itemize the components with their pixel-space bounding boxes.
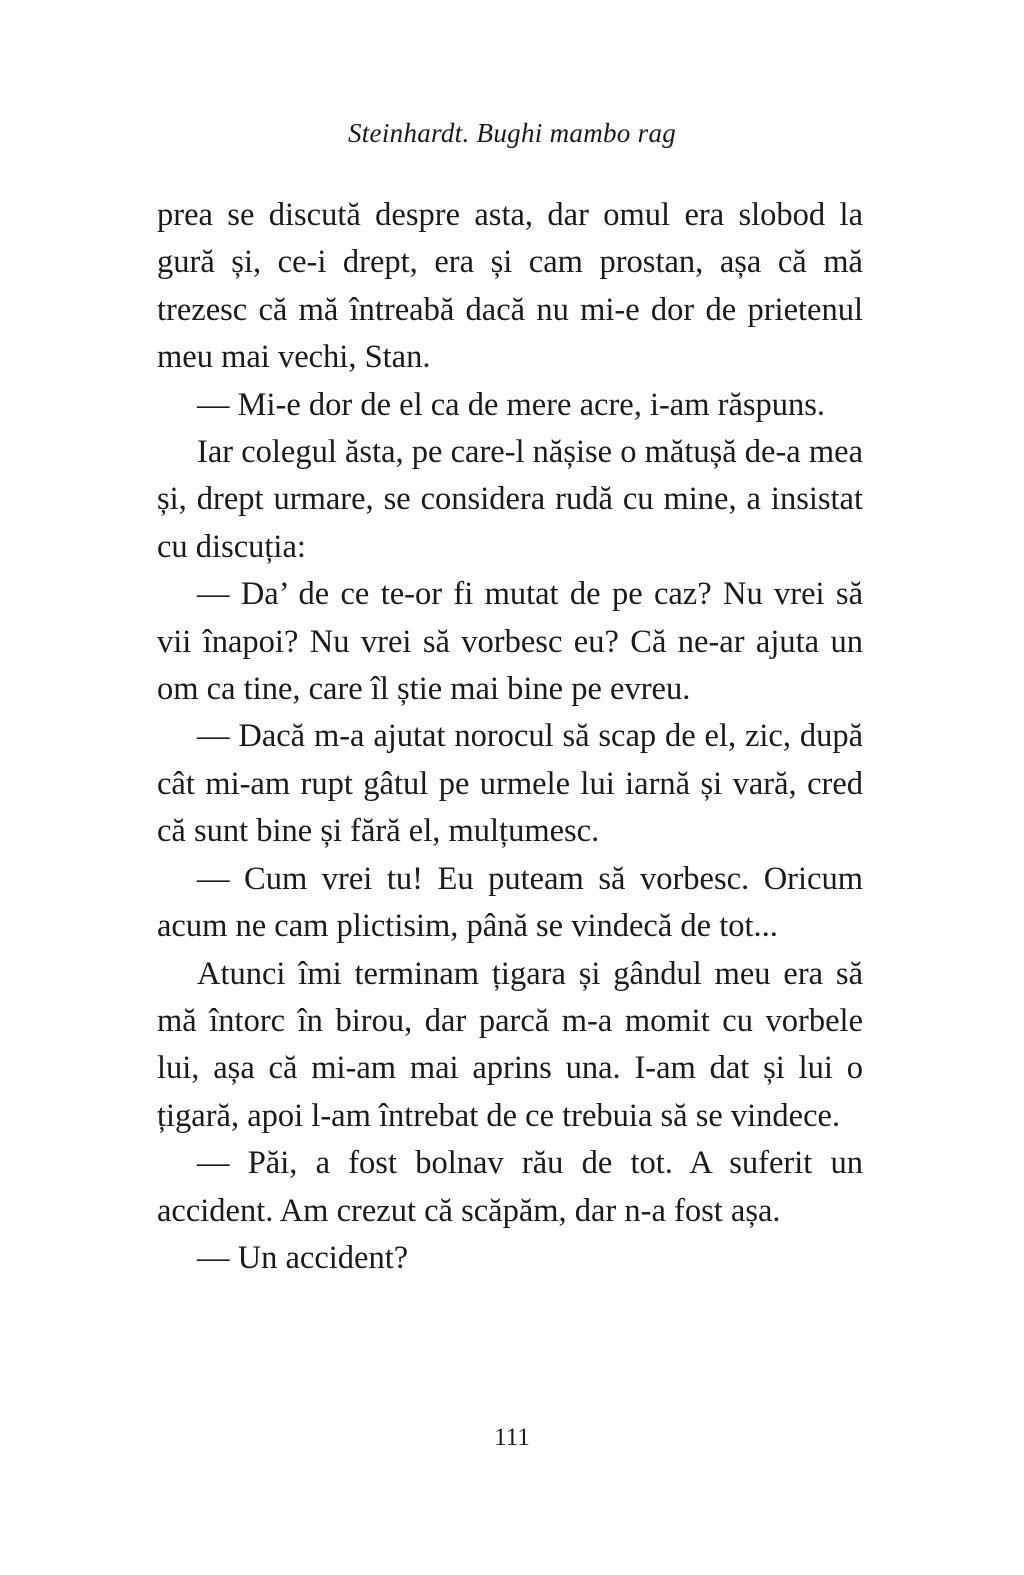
paragraph: prea se discută despre asta, dar omul era slobod la gură și, ce-i drept, era și cam prostan, așa că mă trezesc că mă întreabă dacă nu mi-e dor de prietenul meu mai vechi, Stan.: [157, 197, 863, 376]
body-text: [157, 192, 863, 1282]
page-number: 111: [494, 1424, 530, 1451]
paragraph: — Un accident?: [197, 1239, 409, 1276]
paragraph: — Cum vrei tu! Eu puteam să vorbesc. Oricum acum ne cam plictisim, până se vindecă de tot...: [157, 860, 863, 945]
paragraph: Iar colegul ăsta, pe care-l nășise o mătușă de-a mea și, drept urmare, se considera rudă cu mine, a insistat cu discuția:: [157, 434, 863, 565]
paragraph: — Păi, a fost bolnav rău de tot. A suferit un accident. Am crezut că scăpăm, dar n-a fost așa.: [157, 1145, 863, 1229]
paragraph: — Mi-e dor de el ca de mere acre, i-am răspuns.: [197, 386, 826, 423]
paragraph: — Dacă m-a ajutat norocul să scap de el, zic, după cât mi-am rupt gâtul pe urmele lui iarnă și vară, cred că sunt bine și fără el, mulțumesc.: [157, 718, 863, 850]
paragraph: Atunci îmi terminam țigara și gândul meu era să mă întorc în birou, dar parcă m-a momit cu vorbele lui, așa că mi-am mai aprins una. I-am dat și lui o țigară, apoi l-am întrebat de ce trebuia să se vindece.: [157, 955, 863, 1134]
paragraph: — Da’ de ce te-or fi mutat de pe caz? Nu vrei să vii înapoi? Nu vrei să vorbesc eu? Că ne-ar ajuta un om ca tine, care îl știe mai bine pe evreu.: [157, 576, 863, 708]
running-head-title: Steinhardt. Bughi mambo rag: [347, 118, 677, 148]
